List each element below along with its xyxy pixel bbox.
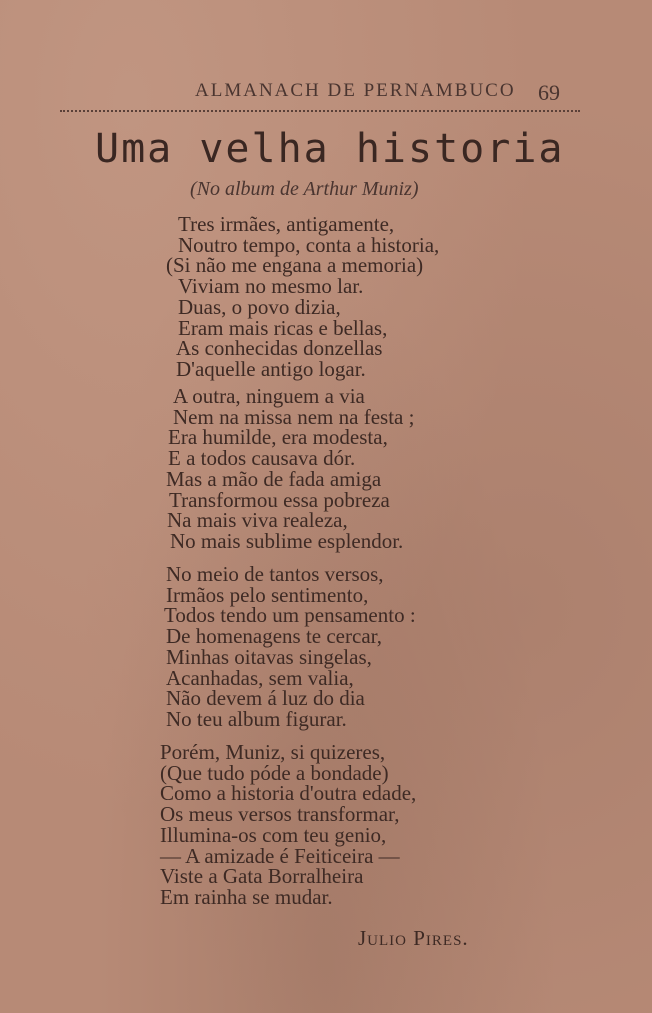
poem-line: Duas, o povo dizia, (178, 294, 341, 319)
poem-line: Nem na missa nem na festa ; (173, 404, 415, 429)
poem-line: D'aquelle antigo logar. (176, 356, 366, 381)
poem-line: Todos tendo um pensamento : (164, 603, 416, 628)
poem-line: A outra, ninguem a via (173, 384, 365, 408)
poem-line: Na mais viva realeza, (167, 508, 348, 533)
poem-line: (Si não me engana a memoria) (166, 253, 424, 278)
poem-line: No meio de tantos versos, (166, 562, 384, 586)
poem-line: De homenagens te cercar, (166, 624, 383, 649)
poem-line: — A amizade é Feiticeira — (160, 843, 400, 868)
poem-line: Noutro tempo, conta a historia, (178, 232, 440, 257)
poem-line: Viviam no mesmo lar. (178, 274, 364, 299)
poem-line: Porém, Muniz, si quizeres, (160, 740, 386, 764)
poem-line: Como a historia d'outra edade, (160, 781, 417, 806)
poem-line: Tres irmães, antigamente, (178, 212, 395, 236)
poem-title: Uma velha historia (95, 126, 565, 172)
running-title: ALMANACH DE PERNAMBUCO (195, 80, 516, 101)
poem-line: Acanhadas, sem valia, (166, 665, 354, 690)
poem-line: Os meus versos transformar, (160, 802, 400, 827)
poem-line: As conhecidas donzellas (176, 336, 383, 361)
poem-line: E a todos causava dór. (168, 446, 356, 471)
poem-line: Não devem á luz do dia (166, 686, 365, 711)
dedication: (No album de Arthur Muniz) (190, 178, 419, 200)
poem-line: Mas a mão de fada amiga (166, 466, 382, 491)
poem-line: No teu album figurar. (166, 706, 347, 731)
poem-line: Illumina-os com teu genio, (160, 822, 387, 847)
poem-line: Em rainha se mudar. (160, 884, 333, 909)
poem-line: Viste a Gata Borralheira (160, 864, 364, 889)
poem-line: Irmãos pelo sentimento, (166, 582, 369, 607)
page-number: 69 (538, 80, 560, 105)
poem-line: Eram mais ricas e bellas, (178, 315, 388, 340)
poem-line: No mais sublime esplendor. (170, 528, 404, 553)
poem-line: Transformou essa pobreza (169, 487, 390, 512)
running-head (0, 80, 652, 110)
poem-line: Era humilde, era modesta, (168, 425, 388, 450)
poem-line: Minhas oitavas singelas, (166, 644, 372, 669)
dotted-rule (60, 110, 580, 112)
author-signature: Julio Pires. (358, 926, 469, 950)
poem-line: (Que tudo póde a bondade) (160, 760, 389, 785)
